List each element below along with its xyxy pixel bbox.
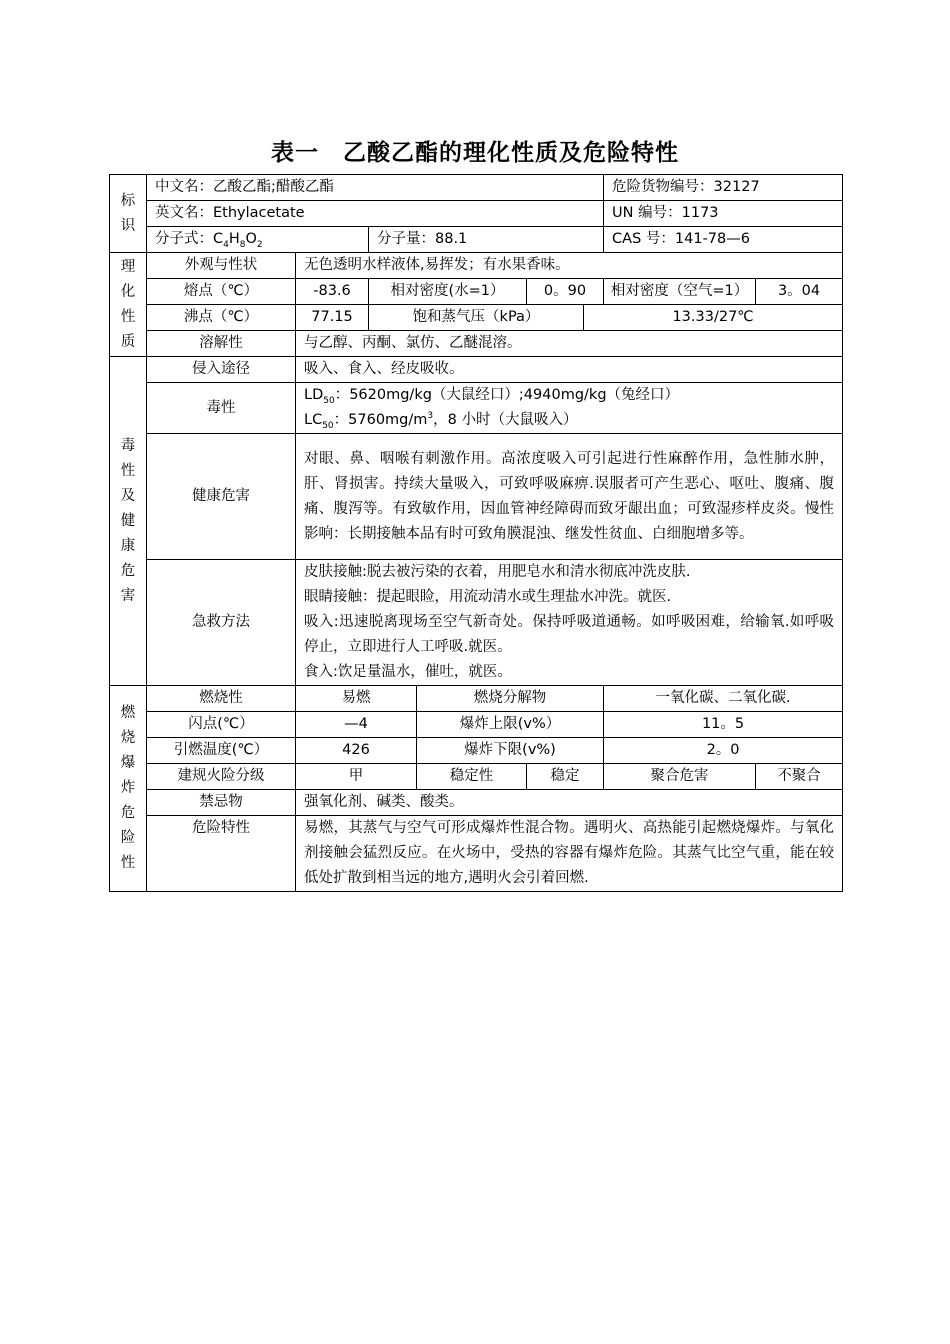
health-value: 对眼、鼻、咽喉有刺激作用。高浓度吸入可引起进行性麻醉作用，急性肺水肿，肝、肾损害。持续大量吸入，可致呼吸麻痹.误服者可产生恶心、呕吐、腹痛、腹痛、腹泻等。有致敏作用，因血管神经障碍而致牙龈出血；可致湿疹样皮炎。慢性影响：长期接触本品有时可致角膜混浊、继发性贫血、白细胞增多等。 <box>296 434 843 560</box>
formula-h-sub: 8 <box>239 239 246 250</box>
hazard-value: 易燃，其蒸气与空气可形成爆炸性混合物。遇明火、高热能引起燃烧爆炸。与氧化剂接触会猛烈反应。在火场中，受热的容器有爆炸危险。其蒸气比空气重，能在较低处扩散到相当远的地方,遇明火会引着回燃. <box>296 816 843 892</box>
section-physical <box>110 253 147 357</box>
stability-value: 稳定 <box>527 764 604 790</box>
formula-c: C <box>213 231 224 247</box>
firstaid-ingestion: 食入:饮足量温水，催吐，就医。 <box>304 664 512 680</box>
route-value: 吸入、食入、经皮吸收。 <box>296 357 843 383</box>
ld-prefix: LD <box>304 387 324 403</box>
health-label: 健康危害 <box>147 434 296 560</box>
lower-label: 爆炸下限(v%) <box>417 738 604 764</box>
row-appearance <box>110 253 843 279</box>
row-melting <box>110 279 843 305</box>
toxicity-value <box>296 383 843 434</box>
flash-value: —4 <box>296 712 417 738</box>
row-formula <box>110 227 843 253</box>
polymer-label: 聚合危害 <box>604 764 756 790</box>
lc-prefix: LC <box>304 412 323 428</box>
formula-label: 分子式： <box>155 231 213 247</box>
class-value: 甲 <box>296 764 417 790</box>
firstaid-eyes: 眼睛接触：提起眼睑，用流动清水或生理盐水冲洗。就医. <box>304 589 672 605</box>
section-identification <box>110 175 147 253</box>
ld-text: ：5620mg/kg（大鼠经口）;4940mg/kg（兔经口） <box>334 387 680 403</box>
rel-density-air-label: 相对密度（空气=1） <box>604 279 756 305</box>
decomp-value: 一氧化碳、二氧化碳. <box>604 686 843 712</box>
route-label: 侵入途径 <box>147 357 296 383</box>
lc-sub: 50 <box>322 420 334 431</box>
section-label: 理化性质 <box>120 258 136 350</box>
row-ignition <box>110 738 843 764</box>
ignition-value: 426 <box>296 738 417 764</box>
boiling-label: 沸点（℃） <box>147 305 296 331</box>
cas-no: CAS 号：141-78—6 <box>604 227 843 253</box>
rel-density-water-value: 0。90 <box>527 279 604 305</box>
solubility-label: 溶解性 <box>147 331 296 357</box>
hazard-no: 危险货物编号：32127 <box>604 175 843 201</box>
melting-value: -83.6 <box>296 279 369 305</box>
en-name: 英文名：Ethylacetate <box>147 201 604 227</box>
formula-o-sub: 2 <box>256 239 263 250</box>
polymer-value: 不聚合 <box>756 764 843 790</box>
flash-label: 闪点(℃） <box>147 712 296 738</box>
row-incompat <box>110 790 843 816</box>
melting-label: 熔点（℃） <box>147 279 296 305</box>
firstaid-inhalation: 吸入:迅速脱离现场至空气新奇处。保持呼吸道通畅。如呼吸困难，给输氧.如呼吸停止，立即进行人工呼吸.就医。 <box>304 614 835 655</box>
class-label: 建规火险分级 <box>147 764 296 790</box>
section-label: 标识 <box>120 192 136 234</box>
msds-table <box>109 174 843 892</box>
un-no: UN 编号：1173 <box>604 201 843 227</box>
row-boiling <box>110 305 843 331</box>
combustibility-value: 易燃 <box>296 686 417 712</box>
row-combustibility <box>110 686 843 712</box>
appearance-value: 无色透明水样液体,易挥发；有水果香味。 <box>296 253 843 279</box>
incompat-label: 禁忌物 <box>147 790 296 816</box>
rel-density-water-label: 相对密度(水=1） <box>369 279 527 305</box>
section-label: 毒性及健康危害 <box>120 437 136 604</box>
row-class <box>110 764 843 790</box>
ld-sub: 50 <box>323 395 335 406</box>
lc50-line <box>304 408 834 433</box>
row-health <box>110 434 843 560</box>
incompat-value: 强氧化剂、碱类、酸类。 <box>296 790 843 816</box>
section-toxicity <box>110 357 147 686</box>
section-fire <box>110 686 147 892</box>
lc-sup: 3 <box>427 411 434 422</box>
page-title: 表一 乙酸乙酯的理化性质及危险特性 <box>271 140 679 166</box>
formula-h: H <box>228 231 240 247</box>
lower-value: 2。0 <box>604 738 843 764</box>
upper-label: 爆炸上限(v%） <box>417 712 604 738</box>
combustibility-label: 燃烧性 <box>147 686 296 712</box>
row-route <box>110 357 843 383</box>
decomp-label: 燃烧分解物 <box>417 686 604 712</box>
ld50-line <box>304 383 834 408</box>
stability-label: 稳定性 <box>417 764 527 790</box>
solubility-value: 与乙醇、丙酮、氯仿、乙醚混溶。 <box>296 331 843 357</box>
row-solubility <box>110 331 843 357</box>
firstaid-skin: 皮肤接触:脱去被污染的衣着，用肥皂水和清水彻底冲洗皮肤. <box>304 564 691 580</box>
row-toxicity <box>110 383 843 434</box>
upper-value: 11。5 <box>604 712 843 738</box>
formula <box>147 227 369 253</box>
row-flash <box>110 712 843 738</box>
ignition-label: 引燃温度(℃） <box>147 738 296 764</box>
boiling-value: 77.15 <box>296 305 369 331</box>
lc-text2: ，8 小时（大鼠吸入） <box>433 412 578 428</box>
section-label: 燃烧爆炸危险性 <box>120 705 136 871</box>
formula-c-sub: 4 <box>223 239 229 250</box>
row-hazard <box>110 816 843 892</box>
lc-text1: ：5760mg/m <box>333 412 428 428</box>
row-firstaid <box>110 560 843 686</box>
toxicity-label: 毒性 <box>147 383 296 434</box>
row-en-name <box>110 201 843 227</box>
hazard-label: 危险特性 <box>147 816 296 892</box>
firstaid-value <box>296 560 843 686</box>
row-cn-name <box>110 175 843 201</box>
formula-o: O <box>245 231 257 247</box>
mol-weight: 分子量：88.1 <box>369 227 604 253</box>
firstaid-label: 急救方法 <box>147 560 296 686</box>
vapor-label: 饱和蒸气压（kPa） <box>369 305 584 331</box>
vapor-value: 13.33/27℃ <box>584 305 843 331</box>
cn-name: 中文名：乙酸乙酯;醋酸乙酯 <box>147 175 604 201</box>
appearance-label: 外观与性状 <box>147 253 296 279</box>
rel-density-air-value: 3。04 <box>756 279 843 305</box>
